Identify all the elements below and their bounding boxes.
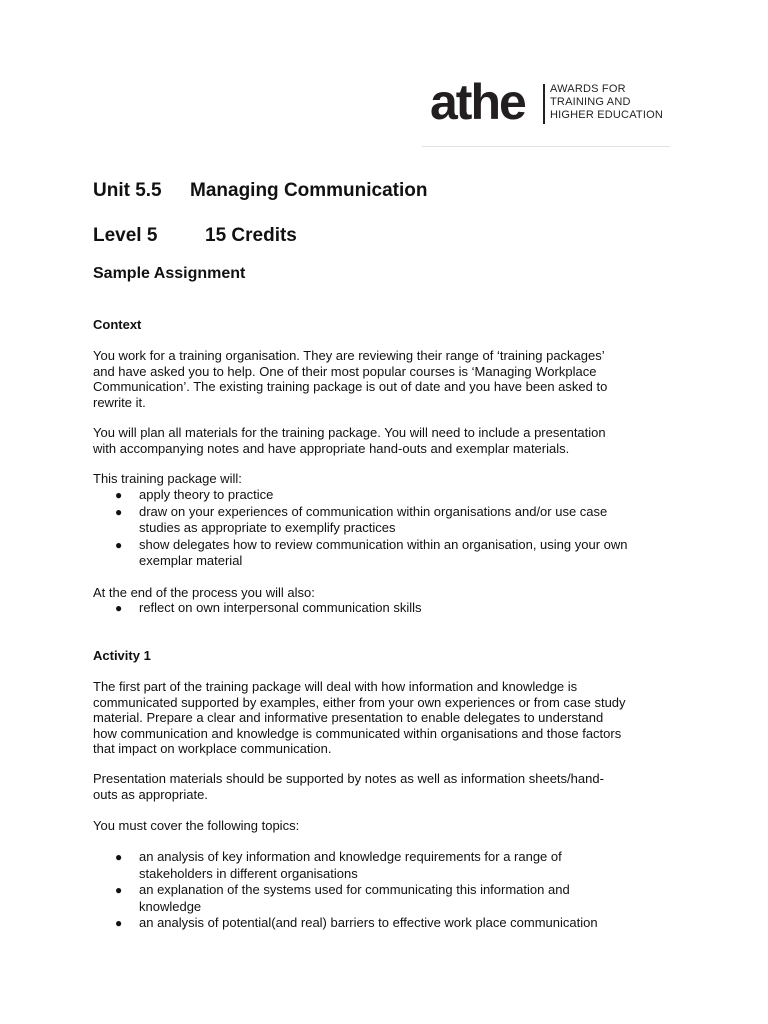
context-paragraph-1 — [93, 348, 693, 410]
text-line: knowledge — [139, 898, 202, 914]
level-label: Level 5 — [93, 225, 158, 246]
text-line: You must cover the following topics: — [93, 818, 300, 833]
list-item — [93, 915, 693, 932]
unit-name: Managing Communication — [190, 180, 428, 201]
end-intro — [93, 585, 693, 601]
credits-label: 15 Credits — [205, 225, 297, 246]
list-item — [93, 849, 693, 882]
topics-list — [93, 849, 693, 932]
text-line: stakeholders in different organisations — [139, 865, 358, 881]
context-heading: Context — [93, 317, 142, 332]
text-line: with accompanying notes and have appropriate hand-outs and exemplar materials. — [93, 440, 570, 456]
end-list — [93, 600, 693, 617]
text-line: Communication’. The existing training package is out of date and you have been asked to — [93, 379, 608, 394]
text-line: an analysis of key information and knowledge requirements for a range of — [139, 849, 562, 864]
text-line: draw on your experiences of communication within organisations and/or use case — [139, 503, 608, 519]
list-item — [93, 504, 693, 537]
text-line: communicated supported by examples, either from your own experiences or from case study — [93, 694, 626, 710]
text-line: Presentation materials should be supported by notes as well as information sheets/hand- — [93, 771, 604, 786]
bullet-icon: ● — [115, 601, 123, 615]
bullet-icon: ● — [115, 488, 123, 502]
text-line: and have asked you to help. One of their most popular courses is ‘Managing Workplace — [93, 363, 597, 379]
bullet-icon: ● — [115, 504, 123, 519]
bullet-icon: ● — [115, 916, 123, 930]
topics-intro — [93, 818, 693, 834]
text-line: that impact on workplace communication. — [93, 741, 332, 756]
bullet-icon: ● — [115, 537, 123, 552]
text-line: apply theory to practice — [139, 487, 274, 502]
logo-divider — [543, 84, 545, 124]
athe-logo — [422, 72, 670, 147]
text-line: how communication and knowledge is communicated within organisations and those factors — [93, 725, 622, 741]
page-subtitle: Sample Assignment — [93, 265, 246, 282]
text-line: rewrite it. — [93, 394, 146, 410]
logo-tagline-line: HIGHER EDUCATION — [550, 109, 664, 121]
list-item — [93, 487, 693, 504]
text-line: reflect on own interpersonal communication skills — [139, 600, 422, 615]
text-line: This training package will: — [93, 471, 242, 486]
text-line: At the end of the process you will also: — [93, 585, 315, 600]
text-line: You work for a training organisation. They are reviewing their range of ‘training packages’ — [93, 348, 605, 363]
text-line: material. Prepare a clear and informative presentation to enable delegates to understand — [93, 710, 604, 725]
text-line: an explanation of the systems used for communicating this information and — [139, 882, 570, 897]
package-list — [93, 487, 693, 570]
unit-number: Unit 5.5 — [93, 180, 162, 201]
activity-1-paragraph-2 — [93, 771, 693, 802]
text-line: You will plan all materials for the training package. You will need to include a presentation — [93, 425, 606, 440]
bullet-icon: ● — [115, 850, 123, 864]
logo-tagline-line: TRAINING AND — [550, 96, 631, 108]
logo-tagline-line: AWARDS FOR — [550, 83, 626, 95]
list-item — [93, 882, 693, 915]
context-paragraph-2 — [93, 425, 693, 456]
text-line: outs as appropriate. — [93, 786, 208, 802]
unit-title — [93, 180, 428, 202]
logo-tagline — [550, 83, 663, 122]
activity-1-heading: Activity 1 — [93, 648, 151, 663]
package-intro — [93, 471, 693, 487]
text-line: an analysis of potential(and real) barriers to effective work place communication — [139, 915, 598, 930]
text-line: exemplar material — [139, 553, 243, 568]
bullet-icon: ● — [115, 883, 123, 897]
level-credits — [93, 225, 297, 247]
list-item — [93, 537, 693, 570]
text-line: The first part of the training package will deal with how information and knowledge is — [93, 679, 578, 694]
list-item — [93, 600, 693, 617]
activity-1-paragraph-1 — [93, 679, 693, 757]
text-line: show delegates how to review communication within an organisation, using your own — [139, 536, 628, 552]
text-line: studies as appropriate to exemplify practices — [139, 520, 396, 535]
logo-wordmark: athe — [430, 74, 525, 130]
